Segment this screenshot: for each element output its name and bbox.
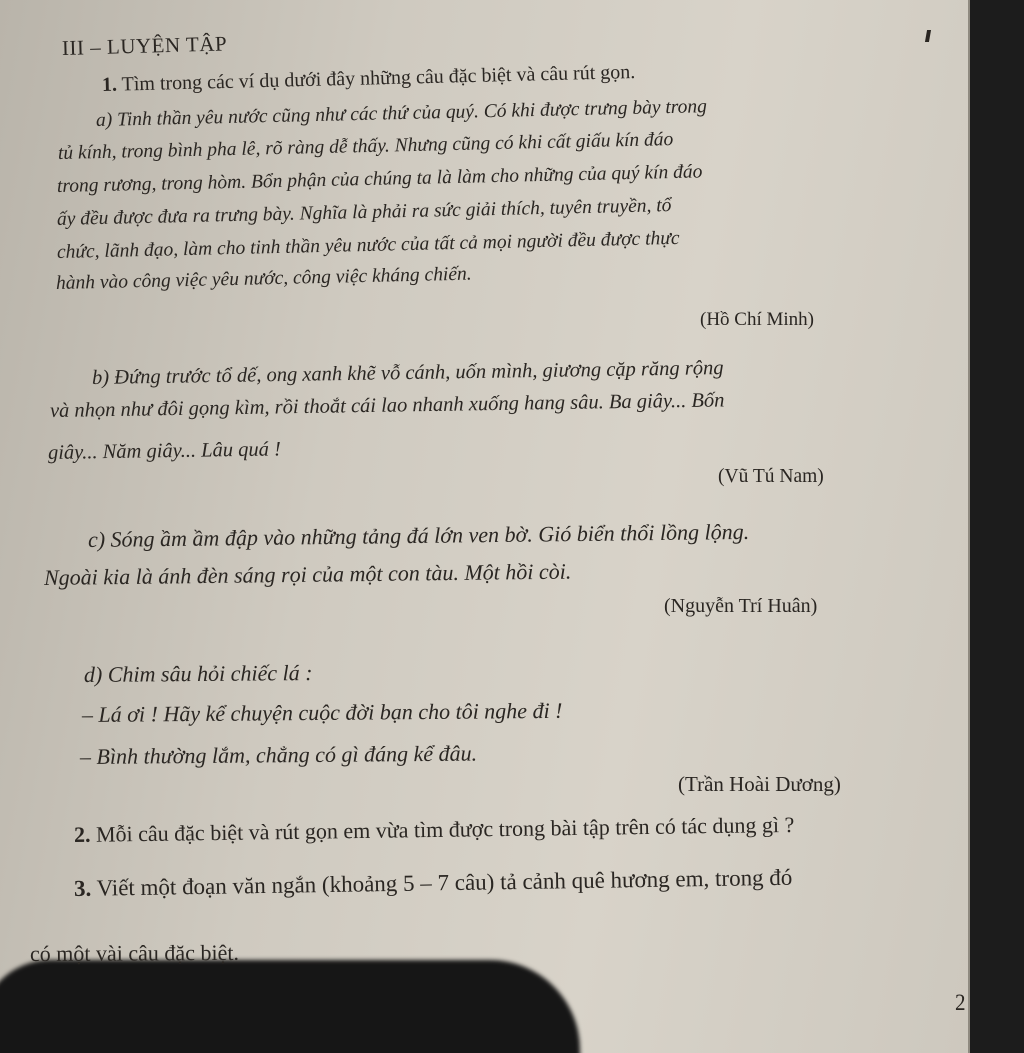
example-c-line-2: Ngoài kia là ánh đèn sáng rọi của một con tàu. Một hồi còi. xyxy=(43,558,572,590)
example-d-line-3: – Bình thường lắm, chẳng có gì đáng kể đâu. xyxy=(79,740,478,769)
example-a-line-4: ấy đều được đưa ra trưng bày. Nghĩa là phải ra sức giải thích, tuyên truyền, tổ xyxy=(56,195,672,230)
example-b-author: (Vũ Tú Nam) xyxy=(718,466,824,487)
example-a-line-1: a) Tinh thần yêu nước cũng như các thứ của quý. Có khi được trưng bày trong xyxy=(95,96,708,131)
exercise-1-text: Tìm trong các ví dụ dưới đây những câu đặc biệt và câu rút gọn. xyxy=(121,60,636,96)
exercise-2 xyxy=(74,812,795,848)
example-c-line-1: c) Sóng ầm ầm đập vào những tảng đá lớn ven bờ. Gió biển thổi lồng lộng. xyxy=(87,518,750,552)
example-c-author: (Nguyễn Trí Huân) xyxy=(664,595,818,617)
example-d-line-2: – Lá ơi ! Hãy kể chuyện cuộc đời bạn cho tôi nghe đi ! xyxy=(81,697,563,727)
section-title: III – LUYỆN TẬP xyxy=(61,31,228,60)
ink-mark xyxy=(925,30,931,42)
exercise-3-number: 3. xyxy=(73,875,92,901)
example-a-line-2: tủ kính, trong bình pha lê, rõ ràng dễ thấy. Nhưng cũng có khi cất giấu kín đáo xyxy=(57,129,674,164)
exercise-3-text: Viết một đoạn văn ngắn (khoảng 5 – 7 câu) tả cảnh quê hương em, trong đó xyxy=(96,864,793,901)
example-d-line-1: d) Chim sâu hỏi chiếc lá : xyxy=(83,660,313,687)
exercise-1-number: 1. xyxy=(101,73,118,96)
example-a-line-5: chức, lãnh đạo, làm cho tinh thần yêu nước của tất cả mọi người đều được thực xyxy=(56,227,680,263)
page-number: 2 xyxy=(955,990,966,1015)
example-d-author: (Trần Hoài Dương) xyxy=(678,772,841,796)
exercise-2-number: 2. xyxy=(73,821,91,847)
example-a-line-6: hành vào công việc yêu nước, công việc kháng chiến. xyxy=(55,263,472,294)
exercise-3-line-1 xyxy=(74,865,793,902)
example-b-line-1: b) Đứng trước tổ dế, ong xanh khẽ vỗ cánh, uốn mình, giương cặp răng rộng xyxy=(91,357,724,389)
example-a-author: (Hồ Chí Minh) xyxy=(700,309,814,330)
exercise-2-text: Mỗi câu đặc biệt và rút gọn em vừa tìm được trong bài tập trên có tác dụng gì ? xyxy=(95,811,795,847)
page-edge xyxy=(968,0,970,1053)
example-b-line-2: và nhọn như đôi gọng kìm, rồi thoắt cái lao nhanh xuống hang sâu. Ba giây... Bốn xyxy=(49,389,725,422)
example-b-line-3: giây... Năm giây... Lâu quá ! xyxy=(47,438,282,464)
exercise-1 xyxy=(102,61,636,97)
hand-shadow xyxy=(0,960,580,1053)
example-a-line-3: trong rương, trong hòm. Bổn phận của chúng ta là làm cho những của quý kín đáo xyxy=(56,161,703,197)
exercise-3-line-2: có một vài câu đặc biệt. xyxy=(29,939,239,966)
